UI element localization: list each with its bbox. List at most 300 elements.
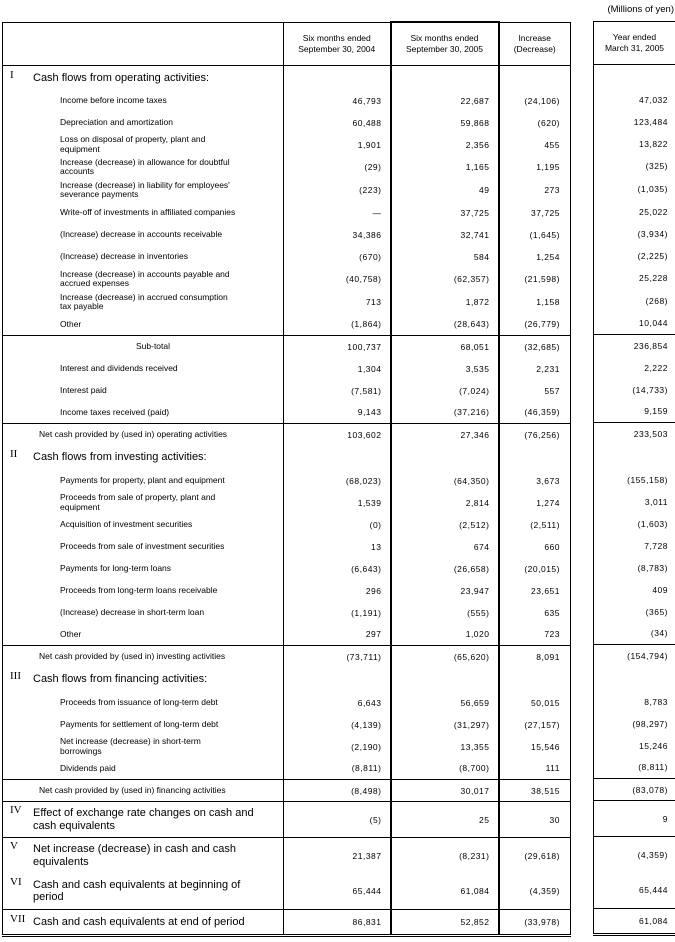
table-row (3, 580, 571, 602)
table-row (3, 624, 571, 646)
value-cell: 49 (391, 179, 499, 202)
value-cell (284, 446, 391, 470)
value-cell: 1,872 (391, 291, 499, 314)
row-label-cell (3, 202, 284, 224)
value-cell: (8,811) (284, 758, 391, 780)
table-row (594, 713, 675, 735)
value-cell: 723 (544, 629, 560, 640)
value-cell: 59,868 (391, 112, 499, 134)
value-cell: 15,546 (531, 741, 560, 752)
table-row (594, 313, 675, 335)
row-label: Effect of exchange rate changes on cash and cash equivalents (33, 807, 254, 832)
table-row (594, 155, 675, 178)
value-cell: 1,539 (284, 492, 391, 514)
value-cell: (223) (284, 179, 391, 202)
value-cell: (26,779) (524, 319, 560, 330)
table-row (594, 557, 675, 579)
year-column-table (593, 21, 675, 936)
row-label-cell (3, 336, 284, 358)
value-cell: 660 (544, 541, 560, 552)
value-cell: 2,814 (391, 492, 499, 514)
value-cell: (64,350) (391, 470, 499, 492)
row-label-cell (3, 692, 284, 714)
row-label: Income before income taxes (60, 94, 167, 105)
header-row (3, 22, 571, 66)
row-label: Interest and dividends received (60, 362, 178, 373)
row-label: Net cash provided by (used in) financing activities (39, 784, 226, 795)
value-cell: 296 (284, 580, 391, 602)
row-label-cell (3, 470, 284, 492)
row-label: (Increase) decrease in accounts receivable (60, 228, 223, 239)
value-cell: (20,015) (524, 563, 560, 574)
row-label: Payments for settlement of long-term debt (60, 718, 219, 729)
row-label: Dividends paid (60, 762, 116, 773)
value-cell: 27,346 (391, 424, 499, 446)
value-cell: 7,728 (644, 540, 668, 551)
value-cell: 3,011 (644, 496, 668, 507)
table-row (594, 535, 675, 557)
row-numeral: V (10, 840, 18, 853)
value-cell: 8,783 (644, 696, 668, 707)
table-row (594, 801, 675, 837)
value-cell: 2,356 (391, 134, 499, 156)
table-row (3, 90, 571, 112)
value-cell: 10,044 (639, 318, 668, 329)
row-label-cell (3, 802, 284, 838)
value-cell: (76,256) (499, 424, 571, 446)
row-label-cell (3, 224, 284, 246)
table-row (3, 558, 571, 580)
value-cell: 100,737 (284, 336, 391, 358)
value-cell: 65,444 (639, 885, 668, 896)
row-label: Proceeds from issuance of long-term debt (60, 696, 218, 707)
table-row (3, 246, 571, 268)
value-cell: 13 (284, 536, 391, 558)
row-label: Loss on disposal of property, plant and equipment (60, 134, 206, 154)
value-cell: (325) (645, 161, 668, 171)
value-cell: (0) (284, 514, 391, 536)
value-cell: (62,357) (391, 268, 499, 291)
value-cell: 60,488 (284, 112, 391, 134)
table-row (594, 579, 675, 601)
table-row (594, 513, 675, 535)
row-label: (Increase) decrease in short-term loan (60, 606, 205, 617)
table-row (3, 646, 571, 668)
row-label-cell (3, 424, 284, 446)
row-label-cell (3, 112, 284, 134)
value-cell: (32,685) (499, 336, 571, 358)
table-row (594, 735, 675, 757)
value-cell: 236,854 (594, 335, 675, 357)
value-cell: 3,535 (391, 358, 499, 380)
header-row (594, 22, 675, 65)
value-cell: (3,934) (637, 228, 668, 239)
value-cell: (8,700) (391, 758, 499, 780)
value-cell: 13,355 (391, 736, 499, 758)
row-label-cell (3, 314, 284, 336)
row-label-cell (3, 268, 284, 291)
value-cell: 2,222 (644, 362, 668, 373)
row-label-cell (3, 134, 284, 156)
value-cell: (1,035) (637, 184, 668, 194)
row-label-cell (3, 402, 284, 424)
value-cell: 233,503 (594, 423, 675, 445)
value-cell: (268) (645, 296, 668, 306)
row-label-cell (3, 624, 284, 646)
row-label-cell (3, 446, 284, 470)
table-row (594, 111, 675, 133)
value-cell: (8,498) (284, 780, 391, 802)
table-row (594, 491, 675, 513)
row-label-cell (3, 838, 284, 874)
table-row (594, 335, 675, 357)
value-cell: 635 (544, 607, 560, 618)
value-cell: (2,511) (530, 519, 560, 530)
row-label-cell (3, 492, 284, 514)
value-cell: (34) (650, 628, 668, 639)
table-row (3, 202, 571, 224)
value-cell: 61,084 (391, 874, 499, 910)
header-col-sixmonths-2004 (284, 22, 391, 66)
row-label: Depreciation and amortization (60, 116, 173, 127)
value-cell (594, 667, 675, 691)
row-label: Net increase (decrease) in short-term borrowings (60, 736, 201, 756)
row-label: Cash and cash equivalents at end of period (33, 915, 245, 928)
value-cell: 37,725 (531, 207, 560, 218)
value-cell: 1,254 (536, 251, 560, 262)
value-cell: 1,165 (391, 156, 499, 179)
row-label-cell (3, 536, 284, 558)
row-label-cell (3, 291, 284, 314)
header-empty-cell (3, 22, 284, 66)
value-cell: (155,158) (627, 474, 668, 485)
header-col-year-ended (594, 22, 675, 65)
value-cell: (620) (537, 117, 560, 128)
unit-note: (Millions of yen) (607, 4, 674, 15)
value-cell: 46,793 (284, 90, 391, 112)
table-row (3, 758, 571, 780)
table-row (594, 133, 675, 155)
row-label-cell (3, 714, 284, 736)
value-cell: 123,484 (633, 116, 668, 127)
value-cell (391, 668, 499, 692)
value-cell: 2,231 (536, 363, 560, 374)
table-row (594, 401, 675, 423)
table-row (594, 667, 675, 691)
table-row (594, 757, 675, 779)
value-cell: (2,190) (284, 736, 391, 758)
value-cell: 23,651 (531, 585, 560, 596)
row-label-cell (3, 246, 284, 268)
table-row (594, 245, 675, 267)
table-row (3, 470, 571, 492)
row-label: Cash flows from financing activities: (33, 673, 208, 686)
value-cell: (1,603) (637, 518, 668, 529)
value-cell: 3,673 (536, 475, 560, 486)
row-label: Interest paid (60, 384, 107, 395)
table-row (594, 267, 675, 290)
table-row (3, 402, 571, 424)
row-label: Other (60, 628, 82, 639)
value-cell: (4,139) (284, 714, 391, 736)
row-label: Net increase (decrease) in cash and cash equivalents (33, 843, 236, 868)
row-label: Increase (decrease) in accounts payable and accrued expenses (60, 268, 230, 288)
value-cell (499, 66, 571, 90)
table-row (594, 423, 675, 445)
value-cell: 50,015 (531, 697, 560, 708)
value-cell: (28,643) (391, 314, 499, 336)
row-numeral: VII (10, 912, 26, 925)
value-cell: (2,512) (391, 514, 499, 536)
table-row (594, 357, 675, 379)
table-row (594, 779, 675, 801)
value-cell: (65,620) (391, 646, 499, 668)
row-numeral: II (10, 448, 18, 461)
value-cell: 61,084 (594, 909, 675, 935)
value-cell: 21,387 (284, 838, 391, 874)
value-cell (391, 66, 499, 90)
value-cell: 56,659 (391, 692, 499, 714)
value-cell: 38,515 (499, 780, 571, 802)
value-cell: 13,822 (639, 138, 668, 149)
table-row (594, 89, 675, 111)
value-cell: 1,274 (536, 497, 560, 508)
value-cell (594, 445, 675, 469)
value-cell: (4,359) (594, 837, 675, 873)
row-label: Payments for property, plant and equipment (60, 474, 225, 485)
table-row (594, 290, 675, 313)
row-label-cell (3, 736, 284, 758)
value-cell: 25,228 (639, 273, 668, 283)
header-col-increase-decrease (499, 22, 571, 66)
value-cell: 25,022 (639, 206, 668, 217)
table-row (594, 469, 675, 491)
table-row (3, 336, 571, 358)
value-cell: (29,618) (499, 838, 571, 874)
table-row (3, 424, 571, 446)
table-row (594, 691, 675, 713)
table-row (594, 178, 675, 201)
header-line: March 31, 2005 (604, 43, 665, 53)
table-row (3, 112, 571, 134)
value-cell: (21,598) (524, 274, 560, 284)
value-cell (391, 446, 499, 470)
row-label: Write-off of investments in affiliated companies (60, 206, 236, 217)
row-label-cell (3, 66, 284, 90)
value-cell: (7,024) (391, 380, 499, 402)
value-cell: (8,811) (638, 762, 668, 773)
row-numeral: VI (10, 875, 22, 888)
table-row (3, 291, 571, 314)
value-cell: (1,645) (529, 229, 560, 240)
header-col-sixmonths-2005 (391, 22, 499, 66)
value-cell (499, 446, 571, 470)
value-cell: 34,386 (284, 224, 391, 246)
row-label-cell (3, 514, 284, 536)
table-row (594, 645, 675, 667)
value-cell: (154,794) (594, 645, 675, 667)
row-label: Income taxes received (paid) (60, 406, 170, 417)
value-cell: 22,687 (391, 90, 499, 112)
value-cell: 52,852 (391, 910, 499, 936)
table-row (3, 668, 571, 692)
value-cell: 86,831 (284, 910, 391, 936)
row-label: Cash flows from operating activities: (33, 71, 210, 84)
value-cell: (37,216) (391, 402, 499, 424)
header-line: September 30, 2005 (405, 44, 484, 54)
value-cell: (6,643) (284, 558, 391, 580)
value-cell: 30,017 (391, 780, 499, 802)
value-cell: 674 (391, 536, 499, 558)
value-cell: 32,741 (391, 224, 499, 246)
value-cell: 8,091 (499, 646, 571, 668)
value-cell: 297 (284, 624, 391, 646)
row-label-cell (3, 156, 284, 179)
value-cell: (8,231) (391, 838, 499, 874)
table-row (3, 536, 571, 558)
row-label: Payments for long-term loans (60, 562, 172, 573)
table-row (3, 492, 571, 514)
table-row (3, 780, 571, 802)
header-line: September 30, 2004 (298, 43, 376, 54)
row-label: Proceeds from long-term loans receivable (60, 584, 218, 595)
value-cell: (670) (284, 246, 391, 268)
value-cell: 30 (499, 802, 571, 838)
row-label-cell (3, 602, 284, 624)
value-cell: (1,191) (284, 602, 391, 624)
value-cell: 455 (544, 139, 560, 150)
value-cell: (8,783) (637, 562, 668, 573)
value-cell: 1,901 (284, 134, 391, 156)
row-label: Cash flows from investing activities: (33, 451, 207, 464)
value-cell: 37,725 (391, 202, 499, 224)
table-row (3, 602, 571, 624)
value-cell: (1,864) (284, 314, 391, 336)
table-row (3, 66, 571, 90)
row-label-cell (3, 558, 284, 580)
row-label-cell (3, 668, 284, 692)
row-label: Increase (decrease) in allowance for doubtful accounts (60, 156, 230, 176)
row-label-cell (3, 580, 284, 602)
cash-flow-table (2, 21, 571, 937)
value-cell: (26,658) (391, 558, 499, 580)
table-row (3, 314, 571, 336)
row-label-cell (3, 90, 284, 112)
value-cell: 9,143 (284, 402, 391, 424)
value-cell: 713 (284, 291, 391, 314)
header-line: Six months ended (410, 33, 479, 43)
value-cell: (83,078) (594, 779, 675, 801)
table-row (3, 446, 571, 470)
value-cell (284, 668, 391, 692)
value-cell: (24,106) (524, 95, 560, 106)
value-cell: 15,246 (639, 740, 668, 751)
table-row (594, 601, 675, 623)
table-row (3, 134, 571, 156)
table-row (594, 201, 675, 223)
value-cell: 1,158 (536, 297, 560, 307)
value-cell: (98,297) (632, 718, 668, 729)
row-label: Net cash provided by (used in) investing activities (39, 651, 226, 661)
table-row (3, 268, 571, 291)
table-row (3, 736, 571, 758)
value-cell: (4,359) (529, 886, 560, 897)
table-row (594, 223, 675, 245)
cash-flow-rows (3, 66, 571, 936)
table-row (3, 692, 571, 714)
row-label-cell (3, 358, 284, 380)
value-cell: 25 (391, 802, 499, 838)
value-cell: (27,157) (524, 719, 560, 730)
row-label: Proceeds from sale of property, plant and equipment (60, 492, 216, 512)
table-row (3, 910, 571, 936)
value-cell (594, 65, 675, 89)
value-cell: (14,733) (632, 384, 668, 395)
row-label: Net cash provided by (used in) operating activities (39, 429, 228, 439)
table-row (594, 65, 675, 89)
row-label-cell (3, 874, 284, 910)
value-cell: 111 (545, 763, 560, 774)
header-line: Six months ended (302, 32, 371, 43)
value-cell: (555) (391, 602, 499, 624)
row-label: Sub-total (135, 341, 171, 351)
row-label-cell (3, 910, 284, 936)
value-cell: (29) (284, 156, 391, 179)
row-label: Acquisition of investment securities (60, 518, 193, 529)
value-cell: 65,444 (284, 874, 391, 910)
row-label: Increase (decrease) in liability for employees' severance payments (60, 179, 230, 199)
value-cell: 557 (544, 385, 560, 396)
row-label-cell (3, 758, 284, 780)
value-cell (499, 668, 571, 692)
table-row (3, 514, 571, 536)
value-cell: 47,032 (639, 94, 668, 105)
value-cell: (33,978) (499, 910, 571, 936)
table-row (594, 623, 675, 645)
table-row (3, 380, 571, 402)
value-cell: (2,225) (637, 250, 668, 261)
row-label: Other (60, 318, 82, 329)
table-row (3, 224, 571, 246)
value-cell: 6,643 (284, 692, 391, 714)
value-cell: 584 (391, 246, 499, 268)
value-cell: (7,581) (284, 380, 391, 402)
header-line: Increase (518, 32, 552, 43)
value-cell: (46,359) (524, 407, 560, 418)
table-row (3, 802, 571, 838)
row-label-cell (3, 780, 284, 802)
year-rows (594, 65, 675, 935)
table-row (3, 838, 571, 874)
row-label-cell (3, 380, 284, 402)
value-cell (284, 66, 391, 90)
value-cell: 9 (594, 801, 675, 837)
value-cell: 1,195 (536, 162, 560, 172)
value-cell: 409 (652, 584, 668, 595)
table-row (594, 445, 675, 469)
value-cell: (73,711) (284, 646, 391, 668)
row-label: Increase (decrease) in accrued consumption tax payable (60, 291, 228, 311)
table-row (3, 358, 571, 380)
value-cell: (365) (645, 606, 668, 617)
row-numeral: III (10, 670, 21, 683)
value-cell: (40,758) (284, 268, 391, 291)
value-cell: 1,304 (284, 358, 391, 380)
value-cell: (31,297) (391, 714, 499, 736)
header-line: (Decrease) (513, 43, 556, 54)
row-label-cell (3, 646, 284, 668)
table-row (3, 714, 571, 736)
